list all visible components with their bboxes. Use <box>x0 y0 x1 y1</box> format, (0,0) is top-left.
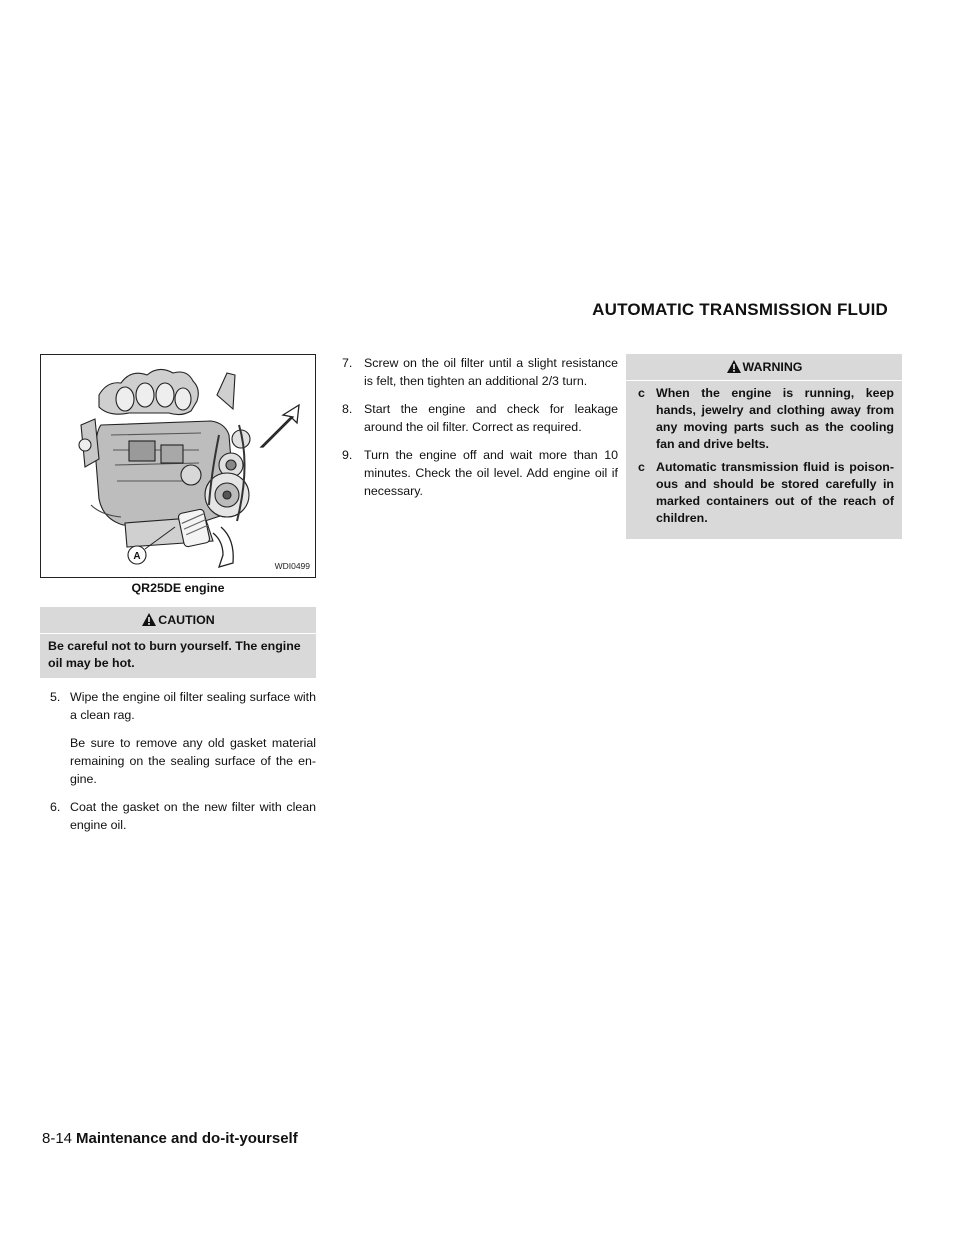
list-item <box>342 354 618 390</box>
bullet-mark: c <box>638 460 645 474</box>
list-item <box>40 798 316 834</box>
list-item <box>634 385 894 453</box>
caution-header <box>40 607 316 634</box>
step-number: 8. <box>342 402 353 416</box>
caution-text: Be careful not to burn yourself. The engine oil may be hot. <box>48 639 301 670</box>
bullet-mark: c <box>638 386 645 400</box>
step-number: 6. <box>50 800 61 814</box>
right-column <box>626 354 902 539</box>
list-item <box>342 446 618 500</box>
step-number: 5. <box>50 690 61 704</box>
step-number: 7. <box>342 356 353 370</box>
engine-figure <box>40 354 316 578</box>
caution-title: CAUTION <box>158 613 215 627</box>
warning-box <box>626 354 902 539</box>
warning-item-text: When the engine is running, keep hands, jewelry and clothing away from any moving parts such as the cooling fan and drive belts. <box>656 386 894 451</box>
page-number: 8-14 <box>42 1130 73 1147</box>
figure-label-a: A <box>133 551 141 562</box>
figure-code: WDI0499 <box>274 561 310 571</box>
warning-header <box>626 354 902 381</box>
figure-caption: QR25DE engine <box>131 581 225 595</box>
step-text: Turn the engine off and wait more than 10 minutes. Check the oil level. Add engine oil if necessary. <box>364 448 618 498</box>
warning-triangle-icon <box>141 612 157 627</box>
list-item <box>634 459 894 527</box>
step-text: Start the engine and check for leakage around the oil filter. Correct as required. <box>364 402 618 434</box>
warning-list <box>634 385 894 527</box>
page-footer <box>42 1130 298 1147</box>
middle-column <box>342 354 618 510</box>
chapter-title: Maintenance and do-it-yourself <box>76 1130 298 1147</box>
steps-middle <box>342 354 618 500</box>
warning-triangle-icon <box>726 359 742 374</box>
warning-title: WARNING <box>742 360 803 374</box>
step-note: Be sure to remove any old gasket material remaining on the sealing surface of the en- gine. <box>70 736 316 786</box>
step-text: Coat the gasket on the new filter with clean engine oil. <box>70 800 316 832</box>
list-item <box>40 688 316 788</box>
engine-illustration <box>41 355 315 577</box>
steps-left <box>40 688 316 834</box>
warning-item-text: Automatic transmission fluid is poison- ous and should be stored carefully in marked containers out of the reach of children. <box>656 460 894 525</box>
step-text: Screw on the oil filter until a slight resistance is felt, then tighten an additional 2/3 turn. <box>364 356 618 388</box>
list-item <box>342 400 618 436</box>
caution-box <box>40 607 316 678</box>
step-number: 9. <box>342 448 353 462</box>
section-title: AUTOMATIC TRANSMISSION FLUID <box>592 300 888 319</box>
step-text: Wipe the engine oil filter sealing surface with a clean rag. <box>70 690 316 722</box>
left-column <box>40 354 316 844</box>
